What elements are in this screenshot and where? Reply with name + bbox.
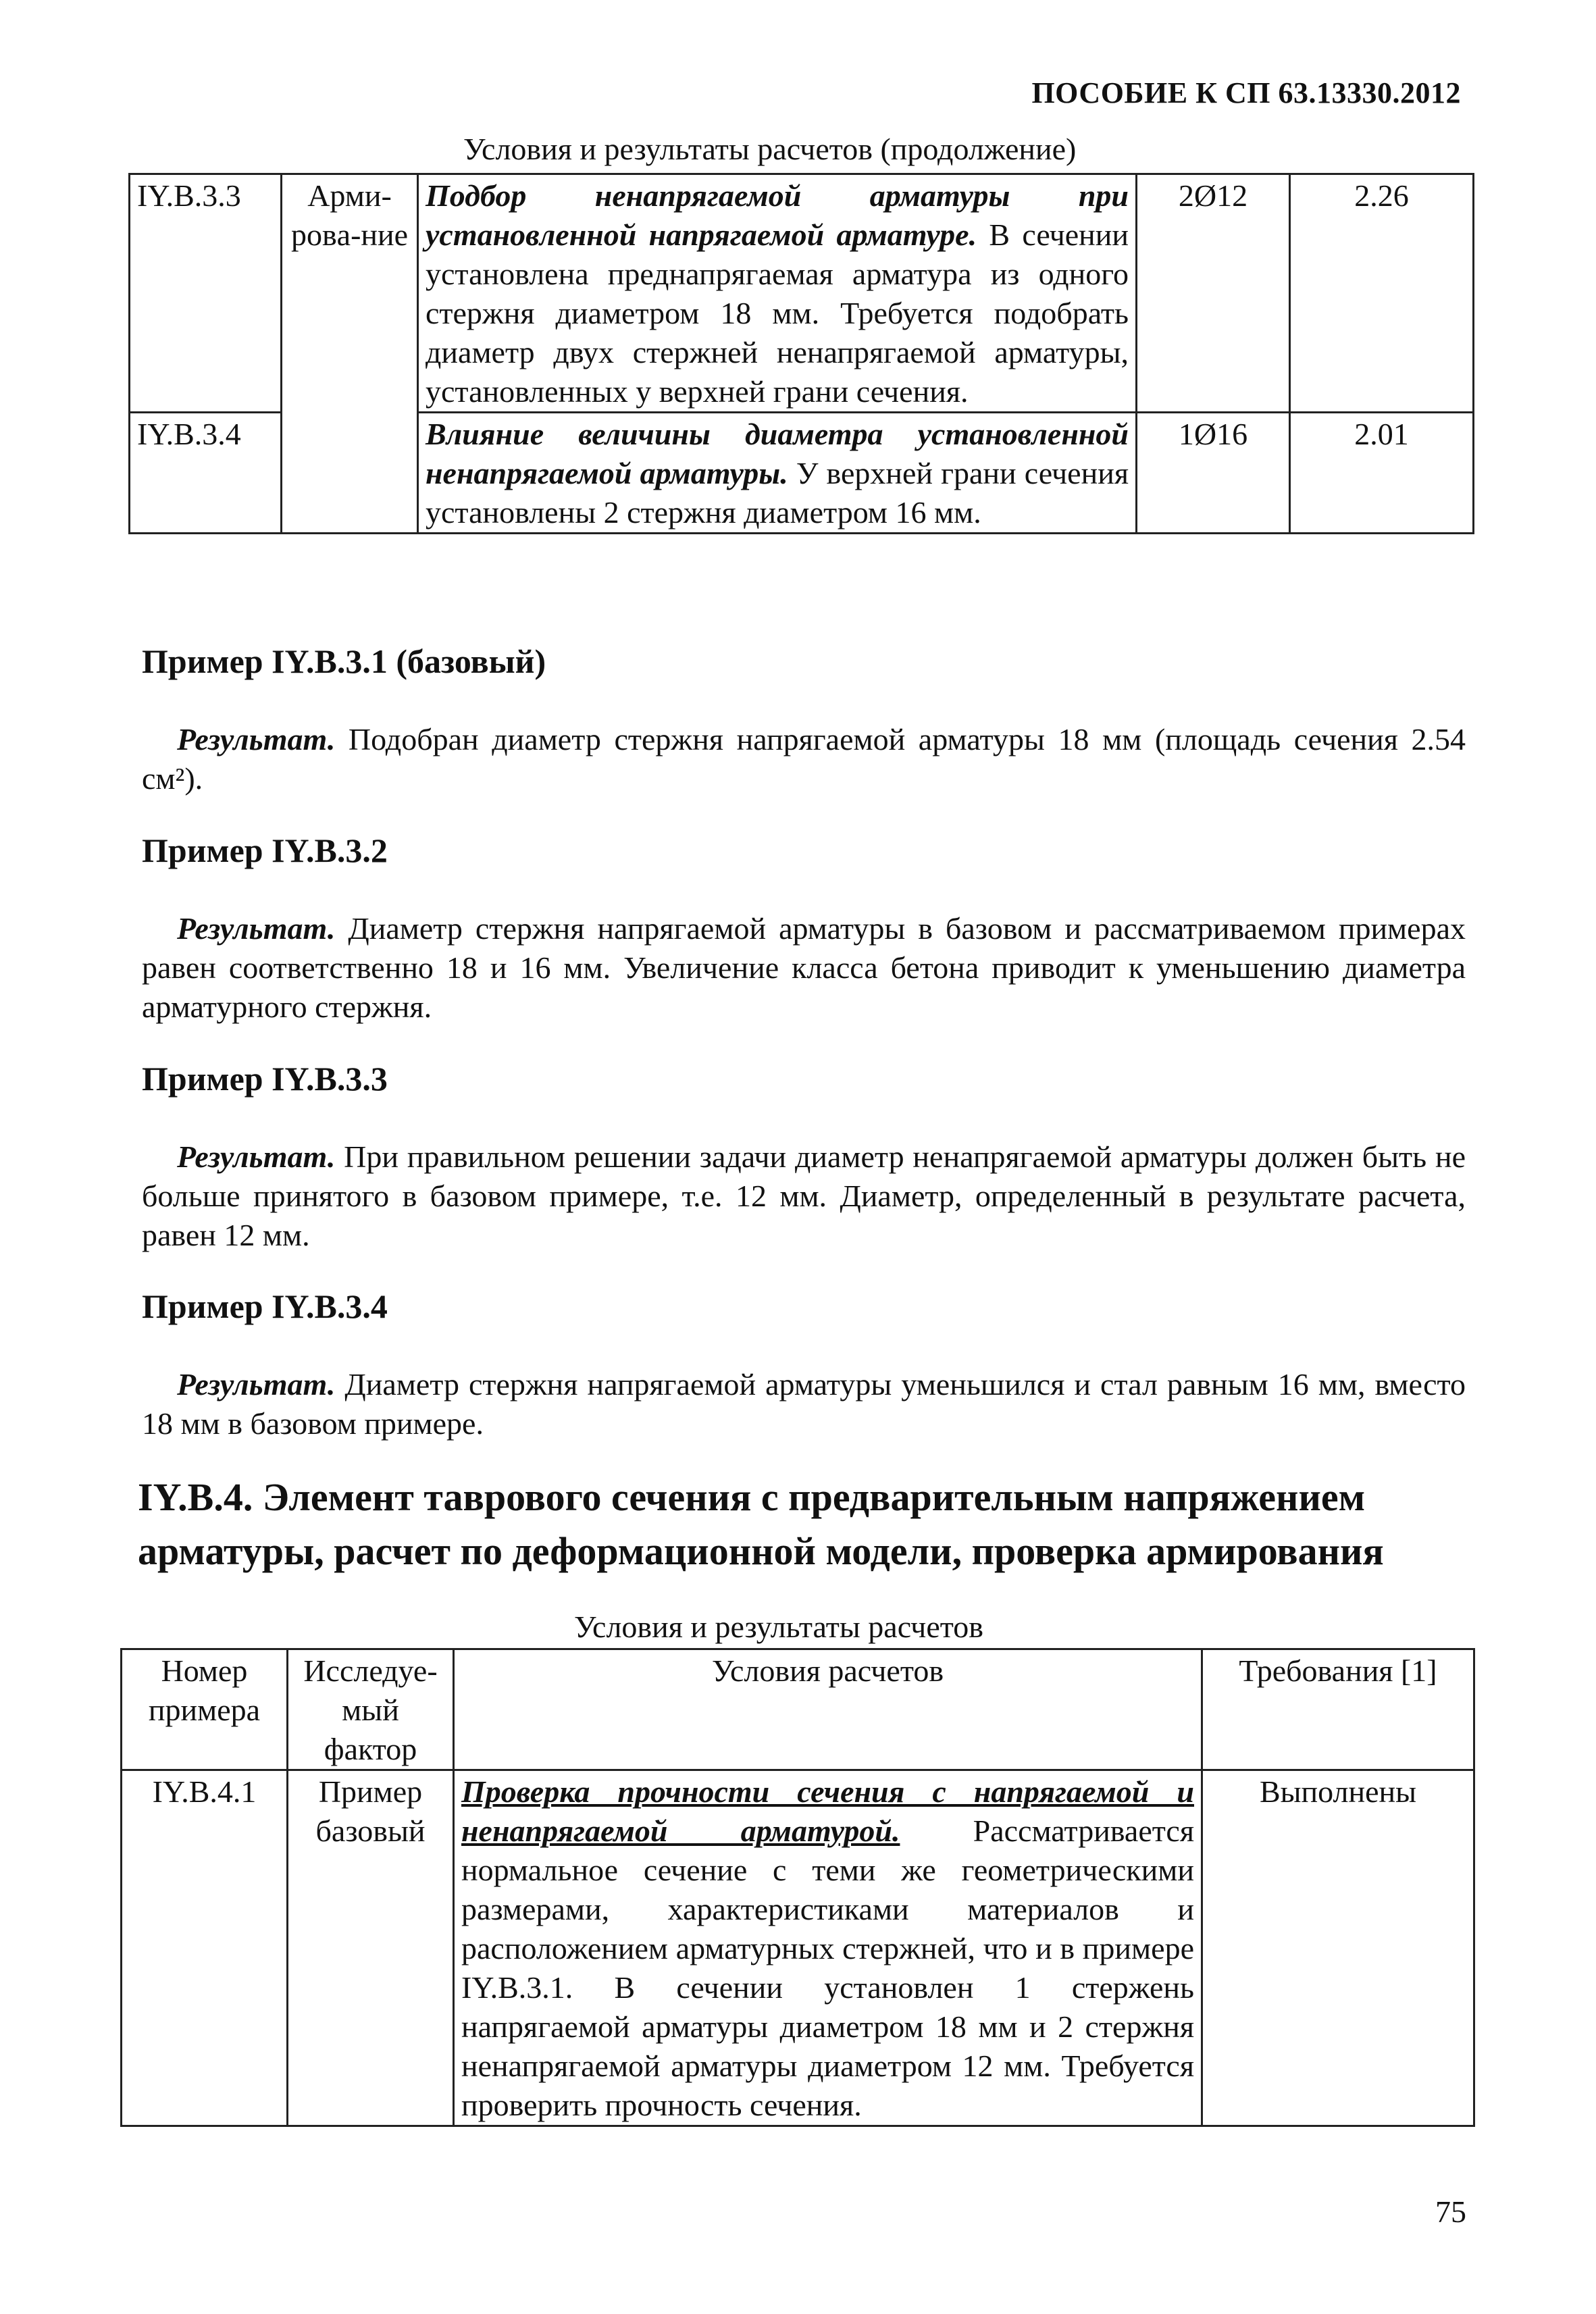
example-heading: Пример IY.B.3.4 [142,1287,388,1325]
example-result [142,1137,1466,1255]
example-result [142,1365,1466,1443]
example-id: IY.B.3.3 [130,174,282,413]
table2-caption: Условия и результаты расчетов [574,1610,983,1644]
table2 [120,1648,1475,2127]
table1-caption: Условия и результаты расчетов (продолжение) [463,132,1077,166]
page-number: 75 [1435,2194,1466,2229]
result-label: Результат. [177,911,336,946]
example-id: IY.B.3.4 [130,413,282,534]
result-text: Диаметр стержня напрягаемой арматуры уменьшился и стал равным 16 мм, вместо 18 мм в базовом примере. [142,1367,1466,1441]
example-heading: Пример IY.B.3.1 (базовый) [142,642,546,680]
result-text: Диаметр стержня напрягаемой арматуры в базовом и рассматриваемом примерах равен соответственно 18 и 16 мм. Увеличение класса бетона приводит к уменьшению диаметра арматурного стержня. [142,911,1466,1024]
requirement-cell: Выполнены [1202,1770,1474,2126]
conditions-title: Подбор ненапрягаемой арматуры при установленной напрягаемой арматуре. [426,178,1129,252]
conditions-cell [454,1770,1202,2126]
example-heading: Пример IY.B.3.3 [142,1060,388,1098]
conditions-text: У верхней грани сечения установлены 2 стержня диаметром 16 мм. [426,456,1129,530]
conditions-title: Влияние величины диаметра установленной ненапрягаемой арматуры. [426,417,1129,490]
result-label: Результат. [177,722,336,756]
result-text: Подобран диаметр стержня напрягаемой арматуры 18 мм (площадь сечения 2.54 см²). [142,722,1466,796]
requirement-cell: 1Ø16 [1137,413,1290,534]
conditions-cell [418,174,1137,413]
header-number: Номер примера [122,1649,288,1770]
example-id: IY.B.4.1 [122,1770,288,2126]
header-requirements: Требования [1] [1202,1649,1474,1770]
result-cell: 2.01 [1290,413,1474,534]
header-conditions: Условия расчетов [454,1649,1202,1770]
conditions-text: Рассматривается нормальное сечение с теми же геометрическими размерами, характеристиками материалов и расположением арматурных стержней, что и в примере IY.B.3.1. В сечении установлен 1 стержень напрягаемой арматуры диаметром 18 мм и 2 стержня ненапрягаемой арматуры диаметром 12 мм. Требуется проверить прочность сечения. [461,1814,1194,2122]
running-header: ПОСОБИЕ К СП 63.13330.2012 [1031,76,1461,109]
conditions-title: Проверка прочности сечения с напрягаемой и ненапрягаемой арматурой. [461,1774,1194,1848]
table-header-row [122,1649,1474,1770]
section-title-line2: арматуры, расчет по деформационной модели, проверка армирования [138,1529,1384,1573]
conditions-text: В сечении установлена преднапрягаемая арматура из одного стержня диаметром 18 мм. Требуется подобрать диаметр двух стержней ненапрягаемой арматуры, установленных у верхней грани сечения. [426,217,1129,409]
table1 [128,173,1474,534]
requirement-cell: 2Ø12 [1137,174,1290,413]
header-factor: Исследуе-мый фактор [288,1649,454,1770]
result-label: Результат. [177,1367,336,1402]
investigated-factor: Арми-ровa-ние [282,174,418,534]
result-cell: 2.26 [1290,174,1474,413]
result-text: При правильном решении задачи диаметр ненапрягаемой арматуры должен быть не больше принятого в базовом примере, т.е. 12 мм. Диаметр, определенный в результате расчета, равен 12 мм. [142,1139,1466,1252]
table-row [130,174,1474,413]
section-title-line1: IY.B.4. Элемент таврового сечения с предварительным напряжением [138,1475,1366,1519]
example-result [142,720,1466,798]
table-row [122,1770,1474,2126]
conditions-cell [418,413,1137,534]
example-heading: Пример IY.B.3.2 [142,831,388,869]
investigated-factor: Пример базовый [288,1770,454,2126]
result-label: Результат. [177,1139,336,1174]
example-result [142,909,1466,1027]
